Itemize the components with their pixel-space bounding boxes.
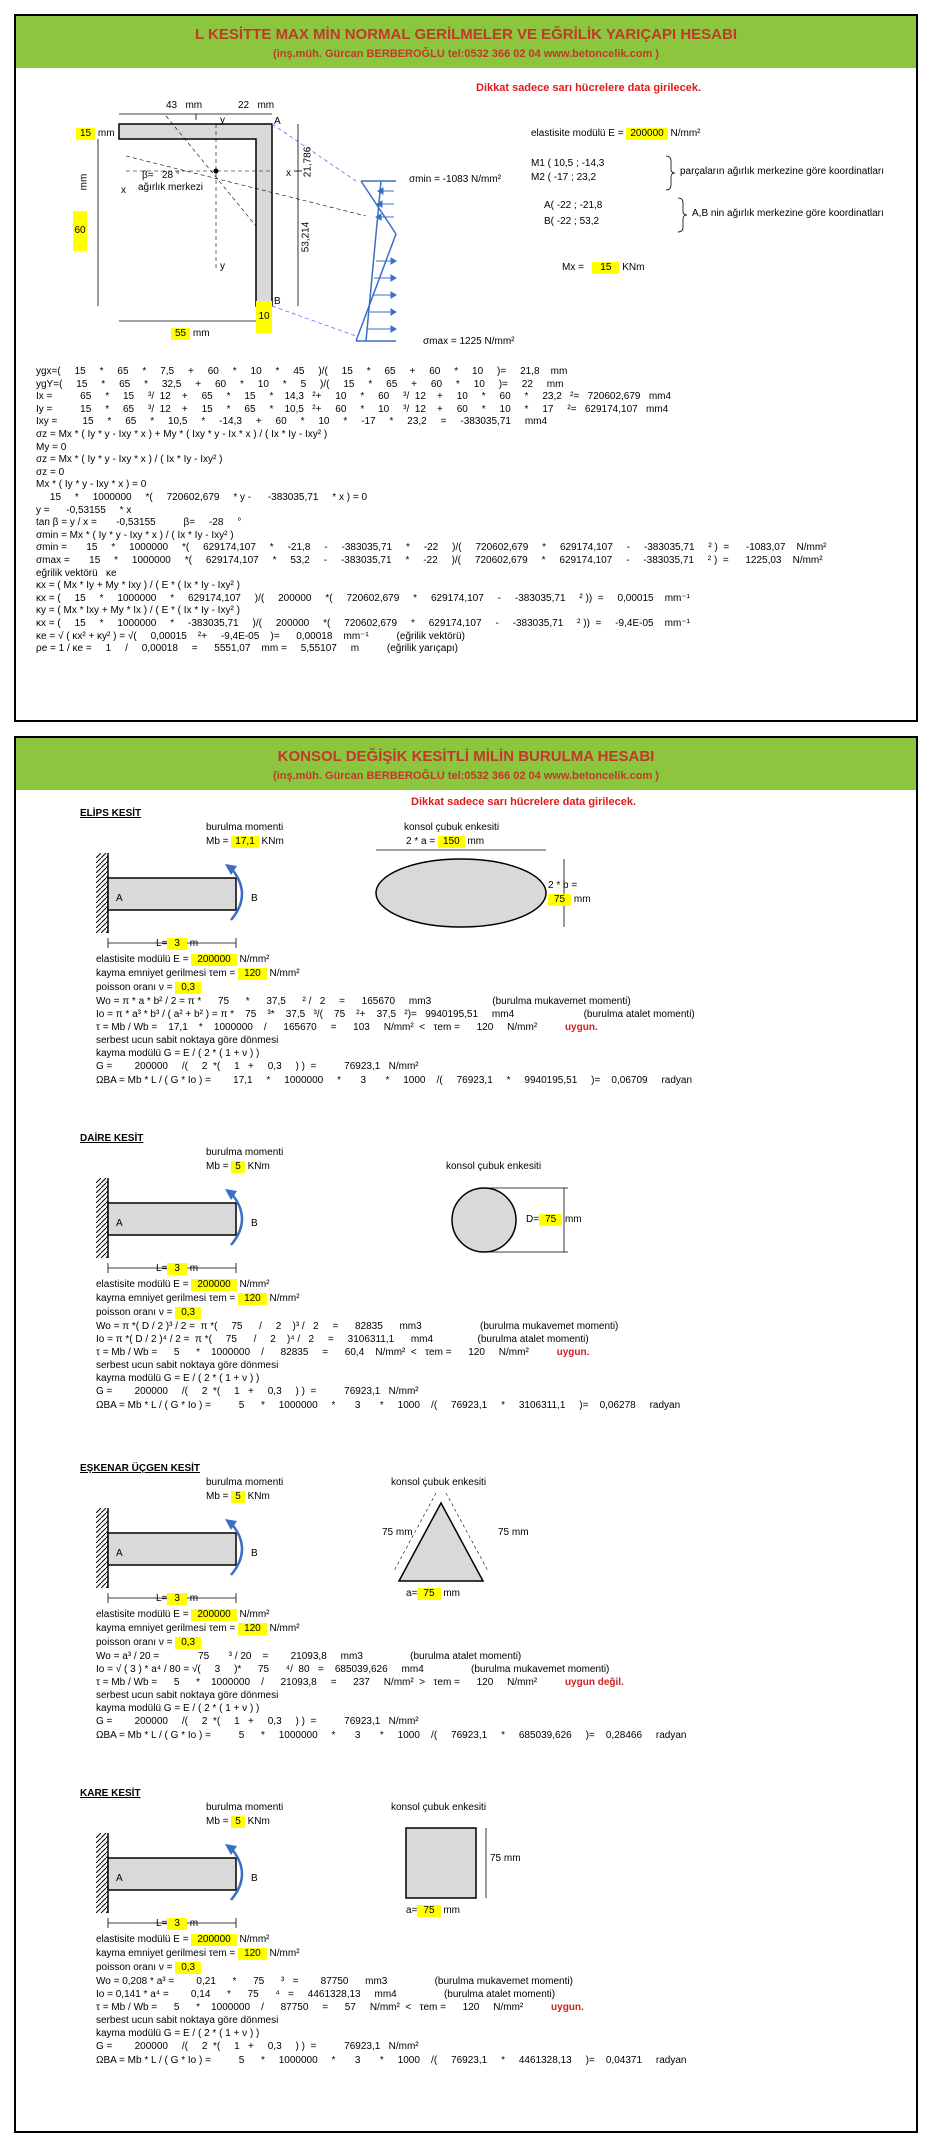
rotation-angle: ΩBA = Mb * L / ( G * Io ) = 5 * 1000000 * 3 * 1000 /( 76923,1 * 3106311,1 )= 0,06278 radyan (96, 1400, 681, 1411)
torque-label: burulma momenti (206, 822, 284, 833)
shear-modulus-formula: kayma modülü G = E / ( 2 * ( 1 + ν ) ) (96, 1048, 260, 1059)
dim-55-input[interactable]: 55 mm (171, 328, 210, 340)
unit: N/mm² (269, 1623, 300, 1634)
formula-line (96, 2002, 584, 2014)
elastic-row (96, 1609, 270, 1621)
calc-line: σmin = Mx * ( Iy * y - Ixy * x ) / ( Ix * Iy - Ixy² ) (36, 529, 234, 541)
verdict: uygun. (564, 1022, 598, 1033)
shear-row (96, 968, 300, 980)
torque-label: burulma momenti (206, 1477, 284, 1488)
calc-line: tan β = y / x = -0,53155 β= -28 ° (36, 517, 242, 529)
edge-row (406, 1588, 460, 1600)
calc-line: κe = √ ( κx² + κy² ) = √( 0,00015 ²+ -9,4E-05 )= 0,00018 mm⁻¹ (eğrilik vektörü) (36, 630, 465, 642)
calc-line: κx = ( 15 * 1000000 * -383035,71 )/( 200000 *( 720602,679 * 629174,107 - -383035,71 ² )) = -9,4E-05 mm⁻¹ (36, 618, 690, 629)
elastic-row-input[interactable]: 200000 (191, 954, 236, 966)
elastic-row (96, 1279, 270, 1291)
section-square (16, 1788, 916, 2118)
formula-text: Io = π *( D / 2 )⁴ / 2 = π *( 75 / 2 )⁴ / 2 = 3106311,1 mm4 (burulma atalet momenti) (96, 1334, 589, 1345)
shear-row-input[interactable]: 120 (238, 1293, 267, 1305)
elastic-row-label: elastisite modülü E = (96, 1279, 189, 1290)
elastic-row (96, 1934, 270, 1946)
unit: N/mm² (269, 1948, 300, 1959)
mb-label: Mb = (206, 1491, 229, 1502)
formula-text: τ = Mb / Wb = 5 * 1000000 / 82835 = 60,4 N/mm² < τem = 120 N/mm² (96, 1347, 529, 1358)
formula-line (96, 1989, 555, 2001)
torque-label: burulma momenti (206, 1802, 284, 1813)
formula-text: Wo = π * a * b² / 2 = π * 75 * 37,5 ² / 2 = 165670 mm3 (burulma mukavemet momenti) (96, 996, 631, 1007)
unit: N/mm² (269, 968, 300, 979)
rotation-angle: ΩBA = Mb * L / ( G * Io ) = 17,1 * 1000000 * 3 * 1000 /( 76923,1 * 9940195,51 )= 0,06709 radyan (96, 1075, 693, 1086)
point-b: B (274, 296, 281, 307)
mx-row: Mx = 15 KNm (562, 262, 645, 273)
beta-label: β= 28 ° (142, 170, 180, 181)
section-label: konsol çubuk enkesiti (404, 822, 500, 833)
shear-row-label: kayma emniyet gerilmesi τem = (96, 1948, 236, 1959)
formula-line (96, 1651, 521, 1663)
minor-axis-input[interactable]: 75 (548, 894, 571, 906)
poisson-row-input[interactable]: 0,3 (175, 1962, 201, 1974)
b-coords: B( -22 ; 53,2 (544, 216, 600, 227)
circle-heading: DAİRE KESİT (80, 1133, 144, 1144)
elastic-row: elastisite modülü E = 200000 N/mm² (531, 128, 701, 139)
unit: N/mm² (239, 1934, 270, 1945)
verdict: uygun. (551, 2002, 584, 2013)
calc-line: ρe = 1 / κe = 1 / 0,00018 = 5551,07 mm = 5,55107 m (eğrilik yarıçapı) (36, 643, 458, 655)
elastic-row-input[interactable]: 200000 (191, 1279, 236, 1291)
calc-line: σz = Mx * ( Iy * y - Ixy * x ) / ( Ix * Iy - Ixy² ) (36, 454, 223, 466)
elastic-row-input[interactable]: 200000 (191, 1934, 236, 1946)
elastic-row-label: elastisite modülü E = (96, 954, 189, 965)
torque-label: burulma momenti (206, 1147, 284, 1158)
poisson-row (96, 1637, 201, 1649)
m-note: parçaların ağırlık merkezine göre koordinatları (680, 166, 884, 177)
mb-label: Mb = (206, 836, 229, 847)
mm-unit: mm (395, 1527, 413, 1538)
calc-line: Ix = 65 * 15 ³/ 12 + 65 * 15 * 14,3 ²+ 10 * 60 ³/ 12 + 10 * 60 * 23,2 ²= 720602,679 mm4 (36, 391, 672, 403)
dim-22: 22 mm (238, 100, 275, 111)
dim-60-input[interactable]: 60 (73, 211, 87, 251)
mm-unit: mm (503, 1853, 521, 1864)
calc-line: Ixy = 15 * 65 * 10,5 * -14,3 + 60 * 10 * -17 * 23,2 = -383035,71 mm4 (36, 416, 548, 428)
major-axis-row (406, 836, 484, 848)
calc-line: y = -0,53155 * x (36, 504, 132, 516)
side-left-row (382, 1527, 413, 1539)
end-a: A (116, 1873, 123, 1884)
poisson-row (96, 1307, 201, 1319)
formula-text: Io = π * a³ * b³ / ( a² + b² ) = π * 75 ³* 37,5 ³/( 75 ²+ 37,5 ²)= 9940195,51 mm4 (burulma atalet momenti) (96, 1009, 695, 1020)
end-b: B (251, 1218, 258, 1229)
shear-modulus-formula: kayma modülü G = E / ( 2 * ( 1 + ν ) ) (96, 1373, 260, 1384)
panel2-header (16, 738, 916, 790)
sigma-min: σmin = -1083 N/mm² (409, 174, 502, 185)
calc-line: κx = ( Mx * Iy + My * Ixy ) / ( E * ( Ix * Iy - Ixy² ) (36, 580, 240, 592)
edge-input[interactable]: 75 (417, 1905, 440, 1917)
side-value: 75 (490, 1853, 502, 1864)
formula-line (96, 1009, 695, 1021)
length-label: L= (156, 1593, 168, 1604)
elastic-row-label: elastisite modülü E = (96, 1609, 189, 1620)
length-input[interactable]: 3 (167, 1593, 187, 1605)
length-unit: m (189, 1263, 199, 1274)
formula-line (96, 1976, 573, 1988)
calc-line: σz = Mx * ( Iy * y - Ixy * x ) + My * ( Ixy * y - Ix * x ) / ( Ix * Iy - Ixy² ) (36, 429, 328, 440)
shear-row-input[interactable]: 120 (238, 1948, 267, 1960)
m1-coords: M1 ( 10,5 ; -14,3 (531, 158, 605, 169)
formula-line (96, 1347, 589, 1359)
section-label: konsol çubuk enkesiti (391, 1477, 487, 1488)
calc-line: My = 0 (36, 441, 67, 453)
calc-line: ygY=( 15 * 65 * 32,5 + 60 * 10 * 5 )/( 15 * 65 + 60 * 10 )= 22 mm (36, 378, 564, 390)
calc-line: Mx * ( Iy * y - Ixy * x ) = 0 (36, 479, 147, 491)
shear-modulus-value: G = 200000 /( 2 *( 1 + 0,3 ) ) = 76923,1 N/mm² (96, 1716, 419, 1727)
shear-row (96, 1623, 300, 1635)
dim-10-input[interactable]: 10 (256, 301, 272, 333)
formula-text: Io = 0,141 * a⁴ = 0,14 * 75 ⁴ = 4461328,13 mm4 (burulma atalet momenti) (96, 1989, 556, 2000)
shear-row-input[interactable]: 120 (238, 968, 267, 980)
side-left-value: 75 (382, 1527, 394, 1538)
section-label: konsol çubuk enkesiti (446, 1161, 542, 1172)
major-axis-label: 2 * a = (406, 836, 436, 847)
calc-line: σz = 0 (36, 466, 65, 478)
a-coords: A( -22 ; -21,8 (544, 200, 603, 211)
shear-row-label: kayma emniyet gerilmesi τem = (96, 968, 236, 979)
mb-input[interactable]: 5 (231, 1161, 245, 1173)
calc-line: κx = ( 15 * 1000000 * 629174,107 )/( 200000 *( 720602,679 * 629174,107 - -383035,71 ² )) = 0,00015 mm⁻¹ (36, 592, 690, 604)
calc-line: ygx=( 15 * 65 * 7,5 + 60 * 10 * 45 )/( 15 * 65 + 60 * 10 )= 21,8 mm (36, 366, 568, 377)
verdict: uygun değil. (564, 1677, 624, 1688)
rotation-angle: ΩBA = Mb * L / ( G * Io ) = 5 * 1000000 * 3 * 1000 /( 76923,1 * 685039,626 )= 0,28466 radyan (96, 1730, 687, 1741)
section-circle (16, 1133, 916, 1463)
axis-x-left: x (121, 185, 126, 196)
rotation-label: serbest ucun sabit noktaya göre dönmesi (96, 1360, 279, 1371)
formula-text: τ = Mb / Wb = 5 * 1000000 / 21093,8 = 237 N/mm² > τem = 120 N/mm² (96, 1677, 538, 1688)
end-a: A (116, 893, 123, 904)
calc-line: κy = ( Mx * Ixy + My * Ix ) / ( E * ( Ix * Iy - Ixy² ) (36, 605, 240, 617)
side-right-value: 75 (498, 1527, 510, 1538)
shear-row-label: kayma emniyet gerilmesi τem = (96, 1623, 236, 1634)
formula-line (96, 996, 631, 1008)
formula-text: Wo = a³ / 20 = 75 ³ / 20 = 21093,8 mm3 (burulma atalet momenti) (96, 1651, 522, 1662)
side-row (490, 1853, 521, 1865)
end-b: B (251, 893, 258, 904)
panel1-title: L KESİTTE MAX MİN NORMAL GERİLMELER VE EĞRİLİK YARIÇAPI HESABI (195, 26, 737, 43)
axis-x-right: x (286, 168, 291, 179)
verdict: uygun. (556, 1347, 590, 1358)
elastic-row (96, 954, 270, 966)
length-label: L= (156, 1263, 168, 1274)
triangle-heading: EŞKENAR ÜÇGEN KESİT (80, 1463, 201, 1474)
dim-60-unit: mm (78, 173, 90, 191)
calc-line: σmin = 15 * 1000000 *( 629174,107 * -21,8 - -383035,71 * -22 )/( 720602,679 * 629174,107 - -383035,71 ² ) = -1083,07 N/mm² (36, 542, 827, 554)
diameter-input[interactable]: 75 (539, 1214, 562, 1226)
formula-text: Wo = π *( D / 2 )³ / 2 = π *( 75 / 2 )³ / 2 = 82835 mm3 (burulma mukavemet momenti) (96, 1321, 619, 1332)
poisson-row-label: poisson oranı ν = (96, 1307, 173, 1318)
poisson-row-input[interactable]: 0,3 (175, 982, 201, 994)
m2-coords: M2 ( -17 ; 23,2 (531, 172, 597, 183)
section-label: konsol çubuk enkesiti (391, 1802, 487, 1813)
elastic-row-input[interactable]: 200000 (191, 1609, 236, 1621)
poisson-row (96, 982, 201, 994)
calc-line: Iy = 15 * 65 ³/ 12 + 15 * 65 * 10,5 ²+ 60 * 10 ³/ 12 + 60 * 10 * 17 ²= 629174,107 mm4 (36, 403, 669, 415)
mm-unit: mm (443, 1905, 460, 1916)
dim-15-input[interactable]: 15 mm (76, 128, 115, 140)
point-a: A (274, 116, 281, 127)
poisson-row-label: poisson oranı ν = (96, 1637, 173, 1648)
mm-unit: mm (573, 894, 591, 905)
unit: N/mm² (239, 954, 270, 965)
mb-input[interactable]: 5 (231, 1491, 245, 1503)
knm-unit: KNm (247, 1816, 270, 1827)
formula-line (96, 1677, 624, 1689)
axis-y-bottom: y (220, 261, 225, 272)
knm-unit: KNm (261, 836, 284, 847)
rotation-label: serbest ucun sabit noktaya göre dönmesi (96, 1035, 279, 1046)
shear-modulus-formula: kayma modülü G = E / ( 2 * ( 1 + ν ) ) (96, 1703, 260, 1714)
diameter-row (526, 1214, 582, 1226)
mm-unit: mm (511, 1527, 529, 1538)
shear-row (96, 1293, 300, 1305)
panel2-warning: Dikkat sadece sarı hücrelere data girilecek. (411, 796, 637, 808)
end-a: A (116, 1548, 123, 1559)
length-input[interactable]: 3 (167, 1918, 187, 1930)
panel-l-section (14, 14, 918, 722)
axis-y-top: y (220, 115, 225, 126)
edge-label: a= (406, 1905, 418, 1916)
panel2-subtitle: (inş.müh. Gürcan BERBEROĞLU tel:0532 366 02 04 www.betoncelik.com ) (273, 770, 659, 782)
shear-modulus-value: G = 200000 /( 2 *( 1 + 0,3 ) ) = 76923,1 N/mm² (96, 1061, 419, 1072)
formula-line (96, 1022, 598, 1034)
mx-input[interactable]: 15 (592, 262, 619, 274)
shear-modulus-formula: kayma modülü G = E / ( 2 * ( 1 + ν ) ) (96, 2028, 260, 2039)
section-triangle (16, 1463, 916, 1793)
mb-input[interactable]: 17,1 (231, 836, 258, 848)
shear-row (96, 1948, 300, 1960)
formula-text: τ = Mb / Wb = 5 * 1000000 / 87750 = 57 N/mm² < τem = 120 N/mm² (96, 2002, 524, 2013)
formula-text: Wo = 0,208 * a³ = 0,21 * 75 ³ = 87750 mm3 (burulma mukavemet momenti) (96, 1976, 573, 1987)
major-axis-input[interactable]: 150 (438, 836, 465, 848)
minor-axis-row (548, 894, 591, 906)
minor-axis-label: 2 * b = (548, 880, 578, 891)
dim-21786: 21,786 (302, 146, 314, 178)
end-b: B (251, 1873, 258, 1884)
calc-line: eğrilik vektörü κe (36, 567, 117, 579)
shear-row-input[interactable]: 120 (238, 1623, 267, 1635)
rotation-angle: ΩBA = Mb * L / ( G * Io ) = 5 * 1000000 * 3 * 1000 /( 76923,1 * 4461328,13 )= 0,04371 radyan (96, 2055, 687, 2066)
poisson-row (96, 1962, 201, 1974)
mm-unit: mm (443, 1588, 460, 1599)
edge-input[interactable]: 75 (417, 1588, 440, 1600)
dim-43: 43 mm (166, 100, 203, 111)
panel1-warning: Dikkat sadece sarı hücrelere data girilecek. (476, 82, 702, 94)
length-input[interactable]: 3 (167, 1263, 187, 1275)
edge-label: a= (406, 1588, 418, 1599)
unit: N/mm² (239, 1609, 270, 1620)
dim-53214: 53,214 (300, 221, 312, 253)
shear-modulus-value: G = 200000 /( 2 *( 1 + 0,3 ) ) = 76923,1 N/mm² (96, 2041, 419, 2052)
square-heading: KARE KESİT (80, 1788, 141, 1799)
rotation-label: serbest ucun sabit noktaya göre dönmesi (96, 2015, 279, 2026)
poisson-row-label: poisson oranı ν = (96, 1962, 173, 1973)
diameter-label: D= (526, 1214, 540, 1225)
panel2-title: KONSOL DEĞİŞİK KESİTLİ MİLİN BURULMA HESABI (277, 748, 655, 765)
elastic-input[interactable]: 200000 (626, 128, 667, 140)
formula-line (96, 1321, 618, 1333)
shear-modulus-value: G = 200000 /( 2 *( 1 + 0,3 ) ) = 76923,1 N/mm² (96, 1386, 419, 1397)
calc-line: σmax = 15 * 1000000 *( 629174,107 * 53,2 - -383035,71 * -22 )/( 720602,679 * 629174,107 - -383035,71 ² ) = 1225,03 N/mm² (36, 555, 823, 566)
length-label: L= (156, 938, 168, 949)
ab-note: A,B nin ağırlık merkezine göre koordinatları (692, 208, 884, 219)
elastic-row-label: elastisite modülü E = (96, 1934, 189, 1945)
centroid-label: ağırlık merkezi (138, 182, 204, 193)
formula-text: Io = √ ( 3 ) * a⁴ / 80 = √( 3 )* 75 ⁴/ 80 = 685039,626 mm4 (burulma mukavemet momenti) (96, 1664, 610, 1675)
end-b: B (251, 1548, 258, 1559)
ellipse-heading: ELİPS KESİT (80, 808, 142, 819)
panel-torsion (14, 736, 918, 2133)
formula-line (96, 1334, 589, 1346)
length-unit: m (189, 1593, 199, 1604)
mb-label: Mb = (206, 1816, 229, 1827)
length-input[interactable]: 3 (167, 938, 187, 950)
end-a: A (116, 1218, 123, 1229)
poisson-row-input[interactable]: 0,3 (175, 1307, 201, 1319)
mm-unit: mm (564, 1214, 582, 1225)
mm-unit: mm (467, 836, 485, 847)
knm-unit: KNm (247, 1161, 270, 1172)
knm-unit: KNm (247, 1491, 270, 1502)
edge-row (406, 1905, 460, 1917)
rotation-label: serbest ucun sabit noktaya göre dönmesi (96, 1690, 279, 1701)
poisson-row-label: poisson oranı ν = (96, 982, 173, 993)
sigma-max: σmax = 1225 N/mm² (423, 336, 515, 347)
length-unit: m (189, 938, 199, 949)
formula-line (96, 1664, 609, 1676)
mb-input[interactable]: 5 (231, 1816, 245, 1828)
length-unit: m (189, 1918, 199, 1929)
panel1-subtitle: (inş.müh. Gürcan BERBEROĞLU tel:0532 366 02 04 www.betoncelik.com ) (273, 48, 659, 60)
length-label: L= (156, 1918, 168, 1929)
poisson-row-input[interactable]: 0,3 (175, 1637, 201, 1649)
shear-row-label: kayma emniyet gerilmesi τem = (96, 1293, 236, 1304)
calc-line: 15 * 1000000 *( 720602,679 * y - -383035,71 * x ) = 0 (36, 492, 368, 503)
unit: N/mm² (239, 1279, 270, 1290)
formula-text: τ = Mb / Wb = 17,1 * 1000000 / 165670 = 103 N/mm² < τem = 120 N/mm² (96, 1022, 538, 1033)
side-right-row (498, 1527, 529, 1539)
unit: N/mm² (269, 1293, 300, 1304)
section-ellipse (16, 808, 916, 1138)
mb-label: Mb = (206, 1161, 229, 1172)
